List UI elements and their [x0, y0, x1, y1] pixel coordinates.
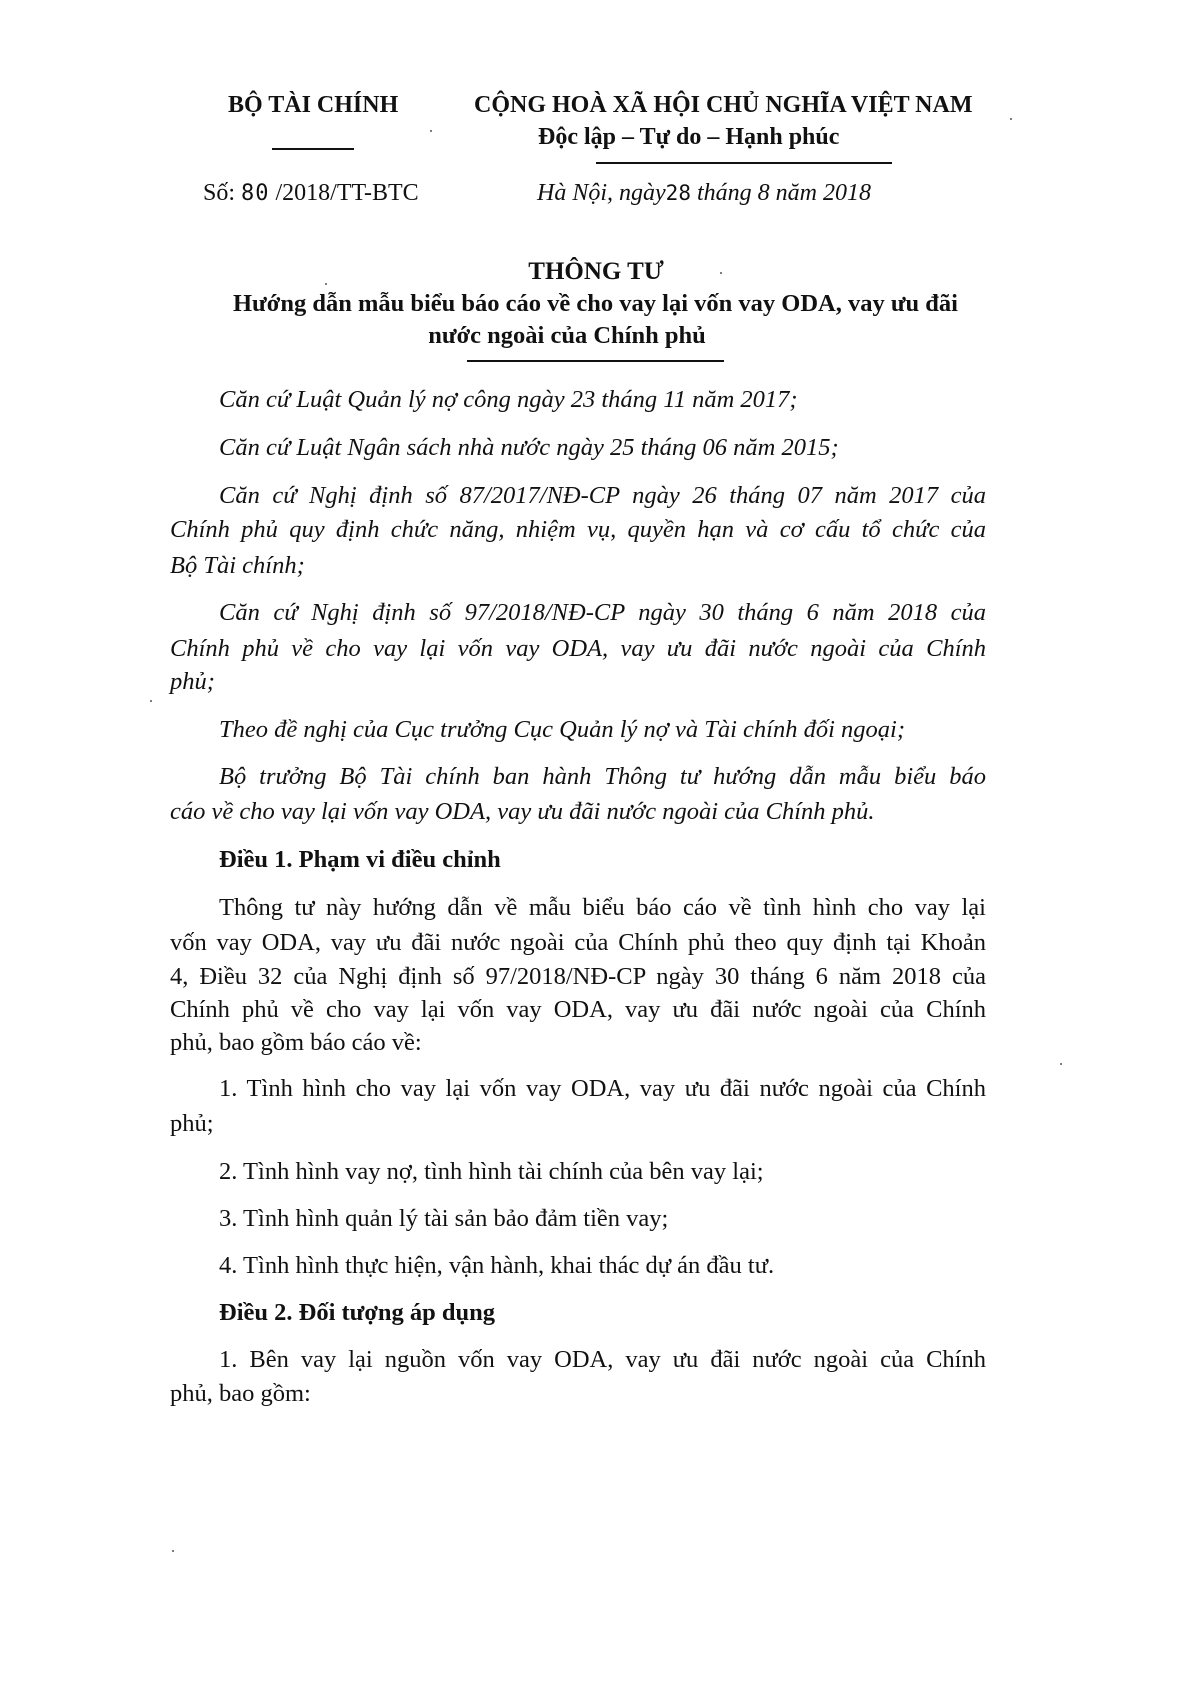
- article-1-intro-line-4: Chính phủ về cho vay lại vốn vay ODA, vay ưu đãi nước ngoài của Chính: [170, 996, 986, 1023]
- scan-speck: [1060, 1063, 1062, 1065]
- article-1-intro-line-2: vốn vay ODA, vay ưu đãi nước ngoài của Chính phủ theo quy định tại Khoản: [170, 929, 986, 956]
- article-1-item-3: 3. Tình hình quản lý tài sản bảo đảm tiền vay;: [219, 1205, 669, 1232]
- article-1-item-1-line-1: 1. Tình hình cho vay lại vốn vay ODA, vay ưu đãi nước ngoài của Chính: [219, 1075, 986, 1102]
- preamble-3-line-1: Căn cứ Nghị định số 87/2017/NĐ-CP ngày 26 tháng 07 năm 2017 của: [219, 482, 986, 509]
- preamble-6-line-1: Bộ trưởng Bộ Tài chính ban hành Thông tư hướng dẫn mẫu biểu báo: [219, 763, 986, 790]
- motto-underline: [596, 162, 892, 164]
- issue-date: [537, 180, 871, 207]
- scan-speck: [430, 130, 432, 132]
- article-1-intro-line-1: Thông tư này hướng dẫn về mẫu biểu báo cáo về tình hình cho vay lại: [219, 894, 986, 921]
- article-1-heading: Điều 1. Phạm vi điều chỉnh: [219, 846, 501, 873]
- subject-line-1: Hướng dẫn mẫu biểu báo cáo về cho vay lại vốn vay ODA, vay ưu đãi: [233, 290, 958, 317]
- scan-speck: [150, 700, 152, 702]
- article-2-item-1-line-1: 1. Bên vay lại nguồn vốn vay ODA, vay ưu đãi nước ngoài của Chính: [219, 1346, 986, 1373]
- article-2-heading: Điều 2. Đối tượng áp dụng: [219, 1299, 496, 1326]
- scan-speck: [325, 283, 327, 285]
- date-suffix: tháng 8 năm 2018: [690, 180, 871, 206]
- document-number: [203, 180, 419, 207]
- article-2-item-1-line-2: phủ, bao gồm:: [170, 1380, 311, 1407]
- preamble-1: Căn cứ Luật Quản lý nợ công ngày 23 tháng 11 năm 2017;: [219, 386, 798, 413]
- preamble-6-line-2: cáo về cho vay lại vốn vay ODA, vay ưu đãi nước ngoài của Chính phủ.: [170, 798, 875, 825]
- article-1-intro-line-3: 4, Điều 32 của Nghị định số 97/2018/NĐ-CP ngày 30 tháng 6 năm 2018 của: [170, 963, 986, 990]
- number-handwritten: 80: [241, 181, 270, 206]
- subject-line-2: nước ngoài của Chính phủ: [428, 322, 706, 349]
- country-name: CỘNG HOÀ XÃ HỘI CHỦ NGHĨA VIỆT NAM: [474, 92, 973, 118]
- scan-speck: [1010, 118, 1012, 120]
- ministry-underline: [272, 148, 354, 150]
- document-type: THÔNG TƯ: [528, 258, 664, 285]
- preamble-3-line-2: Chính phủ quy định chức năng, nhiệm vụ, quyền hạn và cơ cấu tổ chức của: [170, 516, 986, 543]
- number-suffix: /2018/TT-BTC: [269, 180, 419, 206]
- preamble-3-line-3: Bộ Tài chính;: [170, 552, 305, 579]
- title-underline: [467, 360, 724, 362]
- preamble-4-line-1: Căn cứ Nghị định số 97/2018/NĐ-CP ngày 30 tháng 6 năm 2018 của: [219, 599, 986, 626]
- number-prefix: Số:: [203, 180, 242, 206]
- preamble-4-line-2: Chính phủ về cho vay lại vốn vay ODA, vay ưu đãi nước ngoài của Chính: [170, 635, 986, 662]
- preamble-2: Căn cứ Luật Ngân sách nhà nước ngày 25 tháng 06 năm 2015;: [219, 434, 839, 461]
- article-1-intro-line-5: phủ, bao gồm báo cáo về:: [170, 1029, 422, 1056]
- ministry-name: BỘ TÀI CHÍNH: [228, 92, 399, 118]
- article-1-item-2: 2. Tình hình vay nợ, tình hình tài chính của bên vay lại;: [219, 1158, 764, 1185]
- preamble-4-line-3: phủ;: [170, 668, 215, 695]
- date-day-handwritten: 28: [665, 181, 691, 205]
- scan-speck: [172, 1550, 174, 1552]
- date-prefix: Hà Nội, ngày: [537, 180, 666, 206]
- preamble-5: Theo đề nghị của Cục trưởng Cục Quản lý nợ và Tài chính đối ngoại;: [219, 716, 905, 743]
- article-1-item-1-line-2: phủ;: [170, 1110, 214, 1137]
- national-motto: Độc lập – Tự do – Hạnh phúc: [538, 124, 840, 150]
- article-1-item-4: 4. Tình hình thực hiện, vận hành, khai thác dự án đầu tư.: [219, 1252, 775, 1279]
- scan-speck: [720, 272, 722, 274]
